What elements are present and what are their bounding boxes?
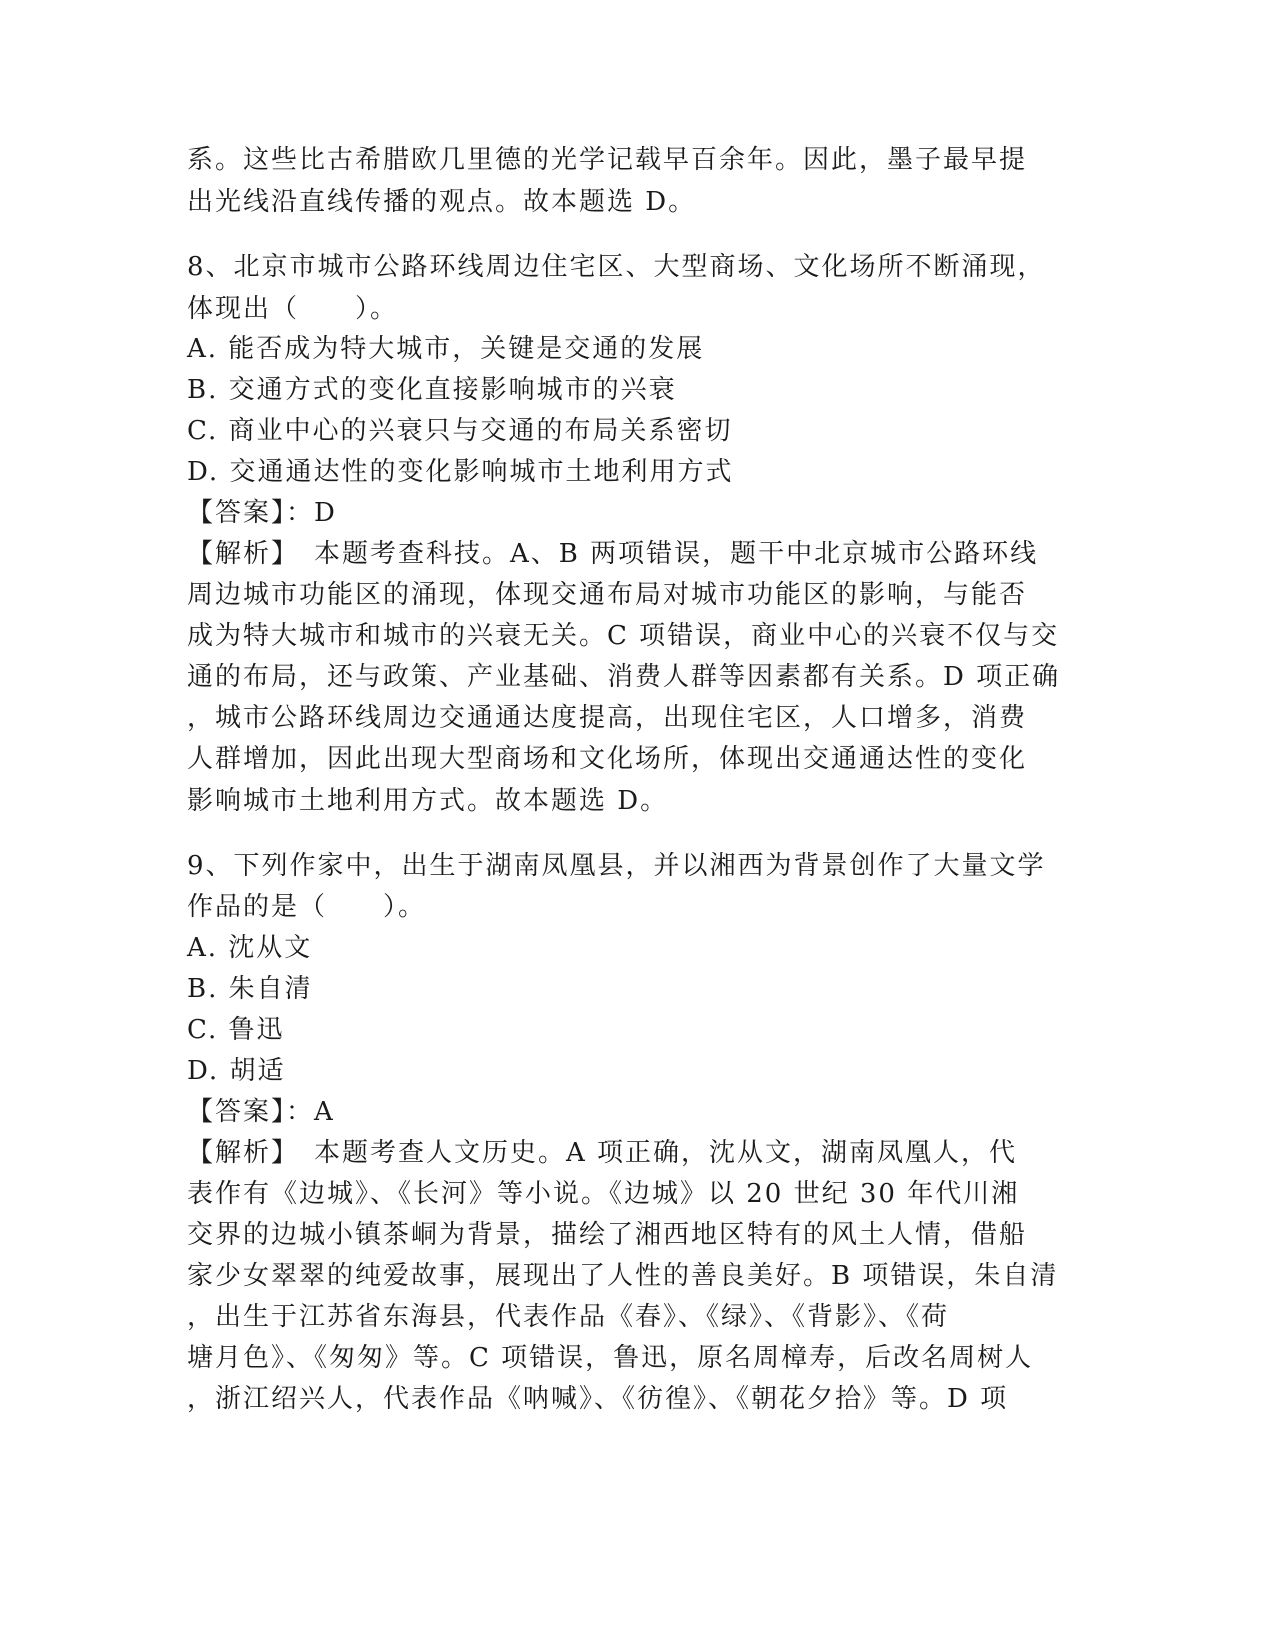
question-8-stem: 8、北京市城市公路环线周边住宅区、大型商场、文化场所不断涌现， [187,252,1046,282]
question-8-explanation: 影响城市土地利用方式。故本题选 D。 [187,786,669,816]
question-8-explanation: 人群增加，因此出现大型商场和文化场所，体现出交通通达性的变化 [187,744,1028,774]
question-8-answer: 【答案】：D [187,498,337,528]
question-8-explanation: 周边城市功能区的涌现，体现交通布局对城市功能区的影响，与能否 [187,580,1028,610]
question-9-stem: 9、下列作家中，出生于湖南凤凰县，并以湘西为背景创作了大量文学 [187,851,1046,881]
question-8-option-b: B. 交通方式的变化直接影响城市的兴衰 [187,375,677,405]
question-9-answer: 【答案】：A [187,1097,335,1127]
question-9-explanation: 【解析】 本题考查人文历史。A 项正确，沈从文，湖南凤凰人，代 [187,1138,1018,1168]
question-9-option-a: A. 沈从文 [187,933,313,963]
question-9-option-c: C. 鲁迅 [187,1015,285,1045]
question-8-explanation: 成为特大城市和城市的兴衰无关。C 项错误，商业中心的兴衰不仅与交 [187,621,1060,651]
question-8-stem: 体现出（ ）。 [187,294,399,324]
question-8-explanation: 【解析】 本题考查科技。A、B 两项错误，题干中北京城市公路环线 [187,539,1039,569]
question-8-option-d: D. 交通通达性的变化影响城市土地利用方式 [187,457,734,487]
question-8-explanation: ，城市公路环线周边交通通达度提高，出现住宅区，人口增多，消费 [187,703,1028,733]
question-8-option-c: C. 商业中心的兴衰只与交通的布局关系密切 [187,416,733,446]
question-9-explanation: 家少女翠翠的纯爱故事，展现出了人性的善良美好。B 项错误，朱自清 [187,1261,1059,1291]
question-9-stem: 作品的是（ ）。 [187,892,427,922]
text-line: 系。这些比古希腊欧几里德的光学记载早百余年。因此，墨子最早提 [187,145,1028,175]
question-9-explanation: ，浙江绍兴人，代表作品《呐喊》、《彷徨》、《朝花夕拾》等。D 项 [187,1384,1009,1414]
question-8-option-a: A. 能否成为特大城市，关键是交通的发展 [187,334,705,364]
question-9-option-d: D. 胡适 [187,1056,286,1086]
question-9-explanation: 表作有《边城》、《长河》等小说。《边城》以 20 世纪 30 年代川湘 [187,1179,1020,1209]
question-9-option-b: B. 朱自清 [187,974,313,1004]
question-9-explanation: ，出生于江苏省东海县，代表作品《春》、《绿》、《背影》、《荷 [187,1302,950,1332]
question-9-explanation: 交界的边城小镇茶峒为背景，描绘了湘西地区特有的风土人情，借船 [187,1220,1028,1250]
question-8-explanation: 通的布局，还与政策、产业基础、消费人群等因素都有关系。D 项正确 [187,662,1061,692]
text-line: 出光线沿直线传播的观点。故本题选 D。 [187,187,697,217]
question-9-explanation: 塘月色》、《匆匆》等。C 项错误，鲁迅，原名周樟寿，后改名周树人 [187,1343,1034,1373]
